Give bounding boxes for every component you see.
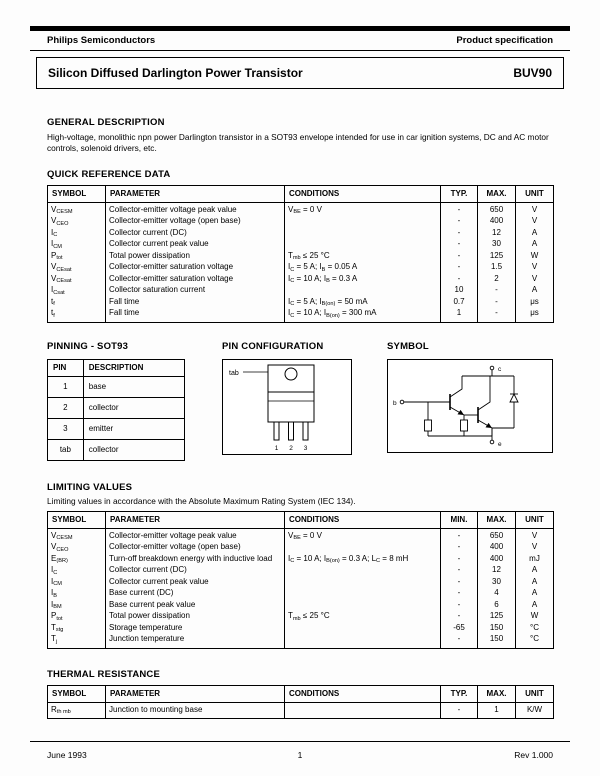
conditions-cell xyxy=(285,634,441,648)
col-header-min: MIN. xyxy=(441,511,478,528)
tab-label: tab xyxy=(229,369,239,377)
limiting-values-note: Limiting values in accordance with the Absolute Maximum Rating System (IEC 134). xyxy=(47,495,356,506)
min-cell: - xyxy=(441,542,478,554)
symbol-cell: $E_{(BR)}$ xyxy=(48,554,106,566)
unit-cell: V xyxy=(516,528,554,542)
parameter-cell: Collector current (DC) xyxy=(106,565,285,577)
symbol-cell: $T_j$ xyxy=(48,634,106,648)
parameter-cell: Base current (DC) xyxy=(106,588,285,600)
section-heading-thermal-resistance: THERMAL RESISTANCE xyxy=(47,668,161,680)
table-row xyxy=(48,216,554,228)
section-heading-quick-reference: QUICK REFERENCE DATA xyxy=(47,168,171,180)
typ-cell: 0.7 xyxy=(441,297,478,309)
description-cell: collector xyxy=(83,439,184,460)
conditions-cell xyxy=(285,600,441,612)
quick-reference-table xyxy=(47,185,554,323)
conditions-cell: $V_{BE} = 0$ V xyxy=(285,202,441,216)
parameter-cell: Storage temperature xyxy=(106,623,285,635)
symbol-cell: $I_C$ xyxy=(48,228,106,240)
footer-page-number: 1 xyxy=(297,750,303,760)
header-rule xyxy=(30,50,570,51)
unit-cell: V xyxy=(516,274,554,286)
parameter-cell: Fall time xyxy=(106,308,285,322)
max-cell: 125 xyxy=(478,611,516,623)
conditions-cell: $T_{mb} \le 25$ °C xyxy=(285,611,441,623)
table-row xyxy=(48,528,554,542)
typ-cell: - xyxy=(441,251,478,263)
page-title: Silicon Diffused Darlington Power Transistor xyxy=(48,66,303,80)
col-header-parameter: PARAMETER xyxy=(106,185,285,202)
conditions-cell xyxy=(285,702,441,719)
section-heading-limiting-values: LIMITING VALUES xyxy=(47,481,133,493)
spec-type: Product specification xyxy=(456,35,553,46)
darlington-symbol-drawing xyxy=(388,360,552,452)
parameter-cell: Collector-emitter voltage (open base) xyxy=(106,216,285,228)
base-terminal-label: b xyxy=(393,399,397,407)
symbol-cell: $t_f$ xyxy=(48,308,106,322)
unit-cell: K/W xyxy=(516,702,554,719)
conditions-cell: $T_{mb} \le 25$ °C xyxy=(285,251,441,263)
conditions-cell xyxy=(285,565,441,577)
min-cell: - xyxy=(441,554,478,566)
unit-cell: °C xyxy=(516,623,554,635)
col-header-conditions: CONDITIONS xyxy=(285,685,441,702)
table-row xyxy=(48,634,554,648)
symbol-cell: $I_{BM}$ xyxy=(48,600,106,612)
page-header xyxy=(47,35,553,46)
conditions-cell xyxy=(285,216,441,228)
max-cell: 150 xyxy=(478,623,516,635)
table-row xyxy=(48,542,554,554)
max-cell: 400 xyxy=(478,216,516,228)
symbol-figure xyxy=(387,359,553,453)
conditions-cell: $I_C = 10$ A; $I_{B(on)} = 300$ mA xyxy=(285,308,441,322)
table-row xyxy=(48,588,554,600)
table-header-row xyxy=(48,685,554,702)
collector-terminal-label: c xyxy=(498,365,502,373)
parameter-cell: Collector saturation current xyxy=(106,285,285,297)
col-header-unit: UNIT xyxy=(516,685,554,702)
parameter-cell: Collector-emitter saturation voltage xyxy=(106,262,285,274)
parameter-cell: Collector-emitter saturation voltage xyxy=(106,274,285,286)
top-rule xyxy=(30,26,570,31)
max-cell: 2 xyxy=(478,274,516,286)
pin-3-label: 3 xyxy=(303,444,308,452)
table-row xyxy=(48,611,554,623)
symbol-cell: $V_{CEO}$ xyxy=(48,542,106,554)
col-header-typ: TYP. xyxy=(441,685,478,702)
col-header-symbol: SYMBOL xyxy=(48,685,106,702)
min-cell: - xyxy=(441,565,478,577)
table-row xyxy=(48,239,554,251)
description-cell: emitter xyxy=(83,418,184,439)
symbol-cell: $I_{CM}$ xyxy=(48,577,106,589)
parameter-cell: Collector current (DC) xyxy=(106,228,285,240)
parameter-cell: Collector-emitter voltage peak value xyxy=(106,202,285,216)
typ-cell: 10 xyxy=(441,285,478,297)
col-header-max: MAX. xyxy=(478,685,516,702)
symbol-cell: $V_{CEsat}$ xyxy=(48,274,106,286)
unit-cell: mJ xyxy=(516,554,554,566)
table-row xyxy=(48,262,554,274)
max-cell: 125 xyxy=(478,251,516,263)
table-row xyxy=(48,285,554,297)
pin-cell: 2 xyxy=(48,397,84,418)
symbol-cell: $I_C$ xyxy=(48,565,106,577)
max-cell: 12 xyxy=(478,565,516,577)
parameter-cell: Collector-emitter voltage (open base) xyxy=(106,542,285,554)
col-header-pin: PIN xyxy=(48,359,84,376)
conditions-cell: $I_C = 10$ A; $I_B = 0.3$ A xyxy=(285,274,441,286)
typ-cell: - xyxy=(441,702,478,719)
max-cell: 650 xyxy=(478,202,516,216)
typ-cell: 1 xyxy=(441,308,478,322)
quick-reference-section xyxy=(47,169,553,323)
limiting-values-table xyxy=(47,511,554,649)
col-header-symbol: SYMBOL xyxy=(48,511,106,528)
section-heading-symbol: SYMBOL xyxy=(387,340,429,352)
table-row xyxy=(48,577,554,589)
unit-cell: A xyxy=(516,239,554,251)
col-header-description: DESCRIPTION xyxy=(83,359,184,376)
typ-cell: - xyxy=(441,216,478,228)
parameter-cell: Collector current peak value xyxy=(106,577,285,589)
table-row xyxy=(48,376,185,397)
col-header-unit: UNIT xyxy=(516,185,554,202)
parameter-cell: Total power dissipation xyxy=(106,611,285,623)
min-cell: - xyxy=(441,588,478,600)
section-heading-general-description: GENERAL DESCRIPTION xyxy=(47,117,165,128)
table-row xyxy=(48,600,554,612)
table-row xyxy=(48,297,554,309)
conditions-cell xyxy=(285,588,441,600)
symbol-section xyxy=(387,341,553,461)
table-row xyxy=(48,251,554,263)
col-header-parameter: PARAMETER xyxy=(106,685,285,702)
symbol-cell: $P_{tot}$ xyxy=(48,611,106,623)
pin-2-label: 2 xyxy=(289,444,293,452)
footer-date: June 1993 xyxy=(47,750,87,760)
table-row xyxy=(48,228,554,240)
part-number: BUV90 xyxy=(513,66,552,80)
max-cell: 650 xyxy=(478,528,516,542)
typ-cell: - xyxy=(441,228,478,240)
col-header-conditions: CONDITIONS xyxy=(285,511,441,528)
unit-cell: A xyxy=(516,228,554,240)
unit-cell: A xyxy=(516,285,554,297)
typ-cell: - xyxy=(441,202,478,216)
table-row xyxy=(48,623,554,635)
parameter-cell: Collector current peak value xyxy=(106,239,285,251)
conditions-cell xyxy=(285,623,441,635)
symbol-cell: $I_B$ xyxy=(48,588,106,600)
limiting-values-section xyxy=(47,482,553,649)
conditions-cell xyxy=(285,542,441,554)
parameter-cell: Fall time xyxy=(106,297,285,309)
pin-cell: tab xyxy=(48,439,84,460)
conditions-cell: $V_{BE} = 0$ V xyxy=(285,528,441,542)
pin-cell: 3 xyxy=(48,418,84,439)
footer-revision: Rev 1.000 xyxy=(514,750,553,760)
pin-cell: 1 xyxy=(48,376,84,397)
thermal-resistance-table xyxy=(47,685,554,720)
symbol-cell: $I_{CM}$ xyxy=(48,239,106,251)
max-cell: 1 xyxy=(478,702,516,719)
parameter-cell: Total power dissipation xyxy=(106,251,285,263)
parameter-cell: Turn-off breakdown energy with inductive load xyxy=(106,554,285,566)
section-heading-pin-configuration: PIN CONFIGURATION xyxy=(222,340,324,352)
unit-cell: A xyxy=(516,565,554,577)
max-cell: - xyxy=(478,308,516,322)
section-heading-pinning: PINNING - SOT93 xyxy=(47,340,129,352)
parameter-cell: Junction to mounting base xyxy=(106,702,285,719)
min-cell: - xyxy=(441,600,478,612)
parameter-cell: Collector-emitter voltage peak value xyxy=(106,528,285,542)
table-header-row xyxy=(48,359,185,376)
unit-cell: A xyxy=(516,588,554,600)
max-cell: 30 xyxy=(478,239,516,251)
min-cell: -65 xyxy=(441,623,478,635)
unit-cell: V xyxy=(516,202,554,216)
pinning-row xyxy=(47,341,553,461)
unit-cell: °C xyxy=(516,634,554,648)
typ-cell: - xyxy=(441,274,478,286)
unit-cell: A xyxy=(516,600,554,612)
table-row xyxy=(48,274,554,286)
col-header-unit: UNIT xyxy=(516,511,554,528)
unit-cell: W xyxy=(516,611,554,623)
general-description-text: High-voltage, monolithic npn power Darlington transistor in a SOT93 envelope intended for use in car ignition systems, DC and AC motor controls, solenoid drivers, etc. xyxy=(47,132,549,153)
table-row xyxy=(48,439,185,460)
max-cell: - xyxy=(478,297,516,309)
publisher-name: Philips Semiconductors xyxy=(47,35,156,46)
table-row xyxy=(48,397,185,418)
title-bar xyxy=(36,57,564,89)
min-cell: - xyxy=(441,577,478,589)
symbol-cell: $V_{CESM}$ xyxy=(48,528,106,542)
general-description-section xyxy=(47,117,553,154)
pinning-section xyxy=(47,341,187,461)
typ-cell: - xyxy=(441,262,478,274)
min-cell: - xyxy=(441,634,478,648)
table-header-row xyxy=(48,511,554,528)
symbol-cell: $V_{CEO}$ xyxy=(48,216,106,228)
unit-cell: V xyxy=(516,262,554,274)
conditions-cell: $I_C = 10$ A; $I_{B(on)} = 0.3$ A; $L_C = 8$ mH xyxy=(285,554,441,566)
max-cell: 400 xyxy=(478,542,516,554)
symbol-cell: $R_{th mb}$ xyxy=(48,702,106,719)
col-header-parameter: PARAMETER xyxy=(106,511,285,528)
table-row xyxy=(48,702,554,719)
col-header-typ: TYP. xyxy=(441,185,478,202)
pin-1-label: 1 xyxy=(274,444,279,452)
table-row xyxy=(48,308,554,322)
parameter-cell: Junction temperature xyxy=(106,634,285,648)
pinning-table xyxy=(47,359,185,461)
col-header-max: MAX. xyxy=(478,185,516,202)
conditions-cell: $I_C = 5$ A; $I_{B(on)} = 50$ mA xyxy=(285,297,441,309)
symbol-cell: $V_{CESM}$ xyxy=(48,202,106,216)
conditions-cell xyxy=(285,228,441,240)
min-cell: - xyxy=(441,528,478,542)
unit-cell: A xyxy=(516,577,554,589)
table-row xyxy=(48,554,554,566)
max-cell: 6 xyxy=(478,600,516,612)
symbol-cell: $t_f$ xyxy=(48,297,106,309)
unit-cell: μs xyxy=(516,297,554,309)
unit-cell: W xyxy=(516,251,554,263)
col-header-symbol: SYMBOL xyxy=(48,185,106,202)
unit-cell: V xyxy=(516,216,554,228)
page-footer xyxy=(30,741,570,760)
symbol-cell: $I_{Csat}$ xyxy=(48,285,106,297)
max-cell: 4 xyxy=(478,588,516,600)
symbol-cell: $P_{tot}$ xyxy=(48,251,106,263)
col-header-max: MAX. xyxy=(478,511,516,528)
pin-configuration-section xyxy=(222,341,352,461)
max-cell: 30 xyxy=(478,577,516,589)
max-cell: 12 xyxy=(478,228,516,240)
max-cell: - xyxy=(478,285,516,297)
description-cell: collector xyxy=(83,397,184,418)
max-cell: 1.5 xyxy=(478,262,516,274)
thermal-resistance-section xyxy=(47,669,553,720)
emitter-terminal-label: e xyxy=(498,440,502,448)
symbol-cell: $V_{CEsat}$ xyxy=(48,262,106,274)
conditions-cell xyxy=(285,577,441,589)
typ-cell: - xyxy=(441,239,478,251)
symbol-cell: $T_{stg}$ xyxy=(48,623,106,635)
max-cell: 400 xyxy=(478,554,516,566)
table-row xyxy=(48,565,554,577)
max-cell: 150 xyxy=(478,634,516,648)
conditions-cell xyxy=(285,239,441,251)
table-header-row xyxy=(48,185,554,202)
description-cell: base xyxy=(83,376,184,397)
unit-cell: μs xyxy=(516,308,554,322)
table-row xyxy=(48,418,185,439)
pin-configuration-figure xyxy=(222,359,352,455)
sot93-package-drawing xyxy=(223,360,351,454)
parameter-cell: Base current peak value xyxy=(106,600,285,612)
col-header-conditions: CONDITIONS xyxy=(285,185,441,202)
table-row xyxy=(48,202,554,216)
unit-cell: V xyxy=(516,542,554,554)
min-cell: - xyxy=(441,611,478,623)
conditions-cell: $I_C = 5$ A; $I_B = 0.05$ A xyxy=(285,262,441,274)
conditions-cell xyxy=(285,285,441,297)
